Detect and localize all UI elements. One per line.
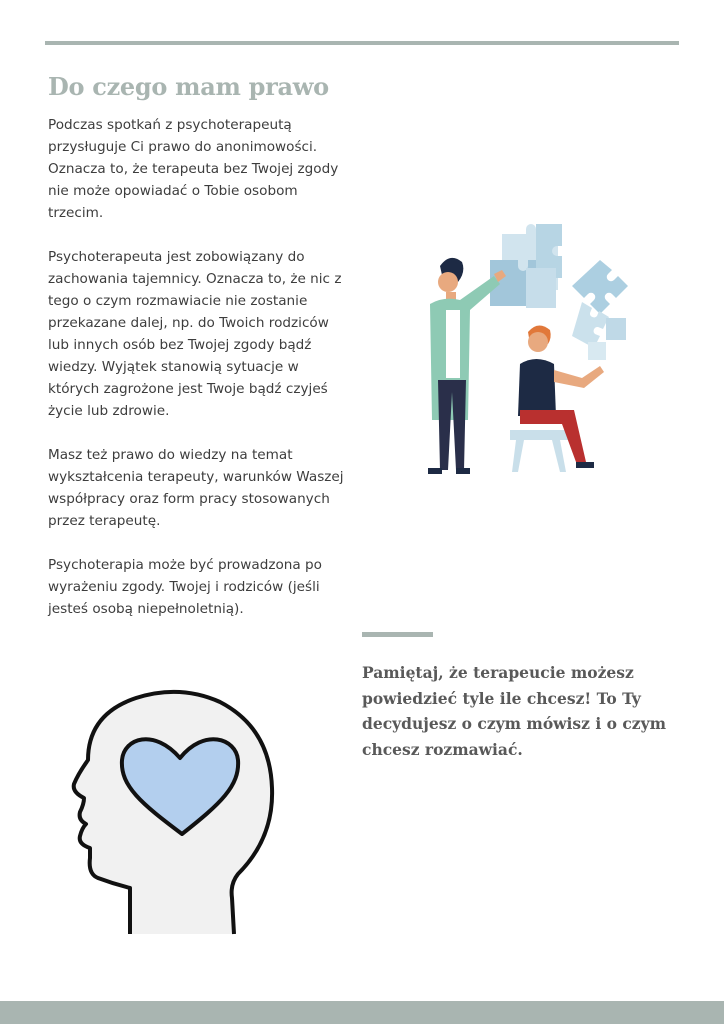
paragraph-confidentiality: Psychoterapeuta jest zobowiązany do zachowania tajemnicy. Oznacza to, że nic z tego o czym rozmawiacie nie zostanie przekazane dalej, np. do Twoich rodziców lub innych osób bez Twojej zgody bądź wiedzy. Wyjątek stanowią sytuacje w których zagrożone jest Twoje bądź czyjeś życie lub zdrowie.: [48, 249, 342, 419]
bottom-band: [0, 1001, 724, 1024]
body-text: [48, 114, 348, 642]
page-title: Do czego mam prawo: [48, 72, 329, 101]
paragraph-information: Masz też prawo do wiedzy na temat wykształcenia terapeuty, warunków Waszej współpracy oraz form pracy stosowanych przez terapeutę.: [48, 447, 344, 529]
paragraph-consent: Psychoterapia może być prowadzona po wyrażeniu zgody. Twojej i rodziców (jeśli jesteś osobą niepełnoletnią).: [48, 557, 322, 617]
top-divider: [45, 41, 679, 45]
puzzle-pieces: [490, 224, 628, 360]
therapist-puzzle-illustration: [410, 218, 645, 480]
head-heart-icon: [70, 688, 280, 938]
accent-divider: [362, 632, 433, 637]
reminder-quote: Pamiętaj, że terapeucie możesz powiedzieć tyle ile chcesz! To Ty decydujesz o czym mówisz i o czym chcesz rozmawiać.: [362, 663, 666, 759]
paragraph-anonymity: Podczas spotkań z psychoterapeutą przysługuje Ci prawo do anonimowości. Oznacza to, że terapeuta bez Twojej zgody nie może opowiadać o Tobie osobom trzecim.: [48, 117, 339, 221]
